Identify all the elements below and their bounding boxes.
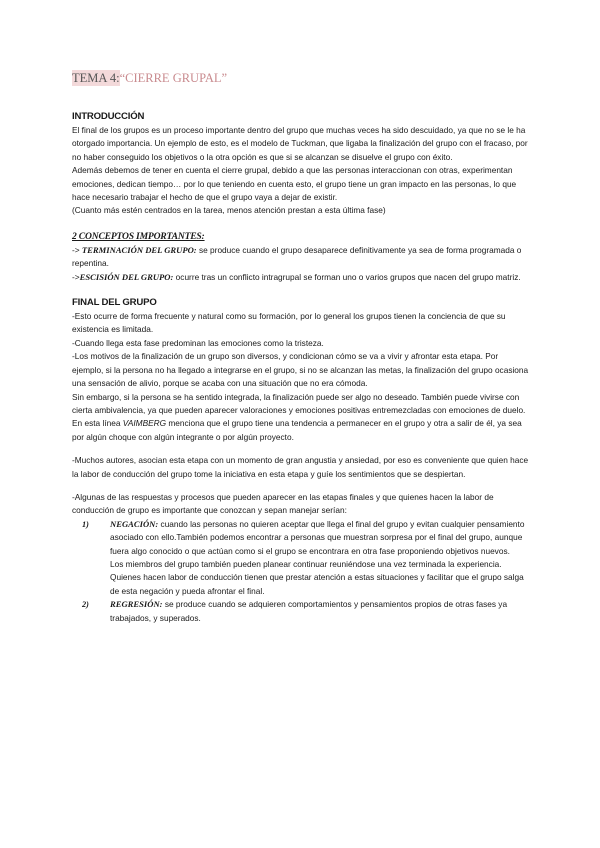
intro-paragraph-2: Además debemos de tener en cuenta el cierre grupal, debido a que las personas interaccionan con otras, experimentan emociones, dedican tiempo… por lo que teniendo en cuenta esto, el grupo tiene un gran impacto en las personas, lo que hace necesario trabajar el hecho de que el grupo vaya a dejar de existir.	[72, 165, 517, 203]
final-line-1: -Esto ocurre de forma frecuente y natural como su formación, por lo general los grupos tienen la conciencia de que su existencia es limitada.	[72, 311, 506, 335]
term-regresion: REGRESIÓN:	[110, 599, 163, 610]
final-line-5: En esta línea VAIMBERG menciona que el grupo tiene una tendencia a permanecer en el grupo y otra a salir de él, ya sea por algún choque con algún integrante o por algún proyecto.	[72, 418, 522, 442]
intro-paragraph-1: El final de los grupos es un proceso importante dentro del grupo que muchas veces ha sido descuidado, ya que no se le ha otorgado importancia. Un ejemplo de esto, es el modelo de Tuckman, que ligaba la finalización del grupo con el fracaso, por no haber conseguido los objetivos o la otra opción es que si se alcanzan se disuelve el grupo con éxito.	[72, 125, 528, 162]
term-terminacion: TERMINACIÓN DEL GRUPO:	[81, 244, 197, 255]
page-title	[72, 70, 530, 86]
concept-terminacion: -> TERMINACIÓN DEL GRUPO: se produce cuando el grupo desaparece definitivamente ya sea de forma programada o repentina.	[72, 244, 522, 269]
title-topic: TEMA 4:	[72, 71, 120, 85]
term-negacion: NEGACIÓN:	[110, 518, 159, 529]
list-item-regresion: 2) REGRESIÓN: se produce cuando se adquieren comportamientos y pensamientos propios de otras fases ya trabajados, y superados.	[82, 599, 508, 623]
concept-escision: ->ESCISIÓN DEL GRUPO: ocurre tras un conflicto intragrupal se forman uno o varios grupos que nacen del grupo matriz.	[72, 271, 521, 282]
intro-heading: INTRODUCCIÓN	[72, 111, 145, 122]
document-page	[72, 70, 530, 625]
term-escision: ESCISIÓN DEL GRUPO:	[79, 271, 174, 282]
responses-list	[72, 518, 530, 625]
concepts-heading: 2 CONCEPTOS IMPORTANTES:	[72, 230, 205, 242]
final-heading: FINAL DEL GRUPO	[72, 297, 157, 309]
list-item-negacion: 1) NEGACIÓN: cuando las personas no quieren aceptar que llega el final del grupo y evitan cualquier pensamiento asociado con ello.También podemos encontrar a personas que muestran sorpresa por el final del grupo, aunque fuera algo conocido o que actúan como si el grupo se encontrara en otra fase proponiendo objetivos nuevos. Los miembros del grupo también pueden planear continuar reuniéndose una vez terminada la experiencia. Quienes hacen labor de conducción tienen que prestar atención a estas situaciones y facilitar que el grupo salga de esta negación y pueda afrontar el final.	[82, 518, 525, 596]
final-line-2: -Cuando llega esta fase predominan las emociones como la tristeza.	[72, 337, 324, 348]
intro-paragraph-3: (Cuanto más estén centrados en la tarea, menos atención prestan a esta última fase)	[72, 205, 386, 216]
author-name: VAIMBERG	[122, 418, 167, 429]
final-line-7: -Algunas de las respuestas y procesos que pueden aparecer en las etapas finales y que quienes hacen la labor de conducción de grupo es importante que conozcan y sepan manejar serían:	[72, 491, 494, 516]
final-line-4: Sin embargo, si la persona se ha sentido integrada, la finalización puede ser algo no deseado. También puede vivirse con cierta ambivalencia, ya que pueden aparecer valoraciones y emociones positivas entremezcladas con emociones de duelo.	[72, 391, 526, 415]
title-name: “CIERRE GRUPAL”	[119, 71, 228, 85]
final-line-3: -Los motivos de la finalización de un grupo son diversos, y condicionan cómo se va a vivir y afrontar esta etapa. Por ejemplo, si la persona no ha llegado a integrarse en el grupo, si no se alcanzan las metas, la finalización del grupo ocasiona una sensación de alivio, porque se acaba con una situación que no era cómoda.	[72, 351, 529, 389]
final-line-6: -Muchos autores, asocian esta etapa con un momento de gran angustia y ansiedad, por eso es conveniente que quien hace la labor de conducción del grupo tome la iniciativa en esta etapa y guíe los sentimientos que se despiertan.	[72, 455, 529, 479]
